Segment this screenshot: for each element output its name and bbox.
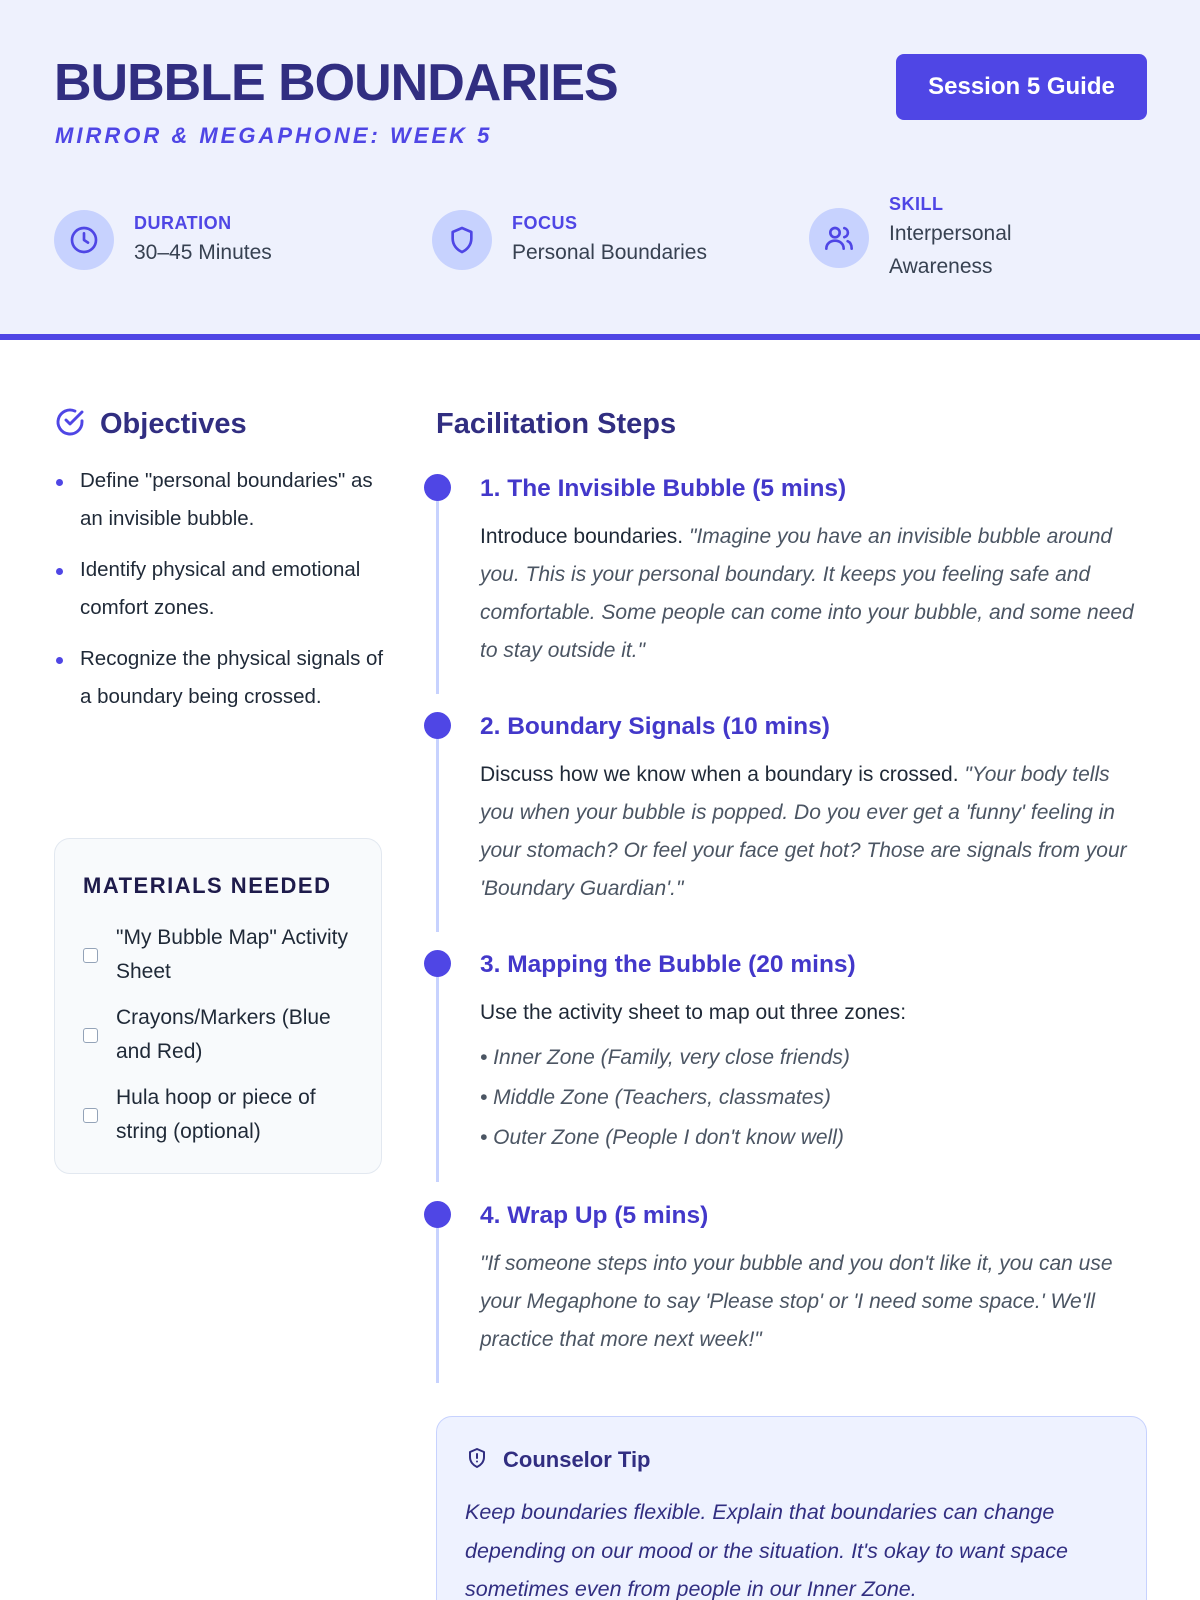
counselor-tip-card (436, 1416, 1147, 1600)
step-body (480, 518, 1140, 670)
material-label: Hula hoop or piece of string (optional) (116, 1086, 316, 1143)
zones-list (480, 1038, 1140, 1158)
clock-icon (54, 210, 114, 270)
header (0, 0, 1200, 340)
material-label: Crayons/Markers (Blue and Red) (116, 1006, 331, 1063)
zone-item: • Middle Zone (Teachers, classmates) (480, 1086, 831, 1109)
step-body (480, 1245, 1140, 1359)
steps-title: Facilitation Steps (436, 408, 677, 440)
meta-skill (809, 193, 1012, 283)
objectives-title: Objectives (100, 408, 247, 440)
users-icon (809, 208, 869, 268)
objectives-heading (54, 404, 247, 444)
timeline-line (436, 972, 439, 1182)
materials-card (54, 838, 382, 1174)
timeline-line (436, 1223, 439, 1383)
shield-icon (432, 210, 492, 270)
step-text: Introduce boundaries. (480, 525, 684, 548)
step-text: Discuss how we know when a boundary is crossed. (480, 763, 959, 786)
step-quote: "If someone steps into your bubble and you don't like it, you can use your Megaphone to say 'Please stop' or 'I need some space.' We'll practice that more next week!" (480, 1252, 1113, 1351)
timeline-line (436, 734, 439, 932)
page-title: BUBBLE BOUNDARIES (54, 54, 618, 112)
meta-value: Personal Boundaries (512, 240, 707, 264)
zone-item: • Outer Zone (People I don't know well) (480, 1126, 844, 1149)
meta-value-line: Interpersonal (889, 222, 1012, 245)
step-title: 1. The Invisible Bubble (5 mins) (480, 475, 847, 502)
meta-focus (432, 210, 707, 270)
step-text: Use the activity sheet to map out three zones: (480, 1001, 907, 1024)
list-item: Define "personal boundaries" as an invisible bubble. (54, 462, 384, 538)
material-item[interactable] (83, 1081, 363, 1149)
meta-label: DURATION (134, 212, 232, 233)
step-title: 3. Mapping the Bubble (20 mins) (480, 951, 856, 978)
step-quote: "Imagine you have an invisible bubble around you. This is your personal boundary. It keeps you feeling safe and comfortable. Some people can come into your bubble, and some need to stay outside it." (480, 525, 1134, 662)
timeline-dot (424, 474, 451, 501)
session-guide-button[interactable]: Session 5 Guide (896, 54, 1147, 120)
timeline-line (436, 496, 439, 694)
meta-value: 30–45 Minutes (134, 240, 272, 264)
material-checkbox[interactable] (83, 1028, 98, 1043)
step-body (480, 756, 1140, 908)
check-circle-icon (54, 406, 86, 443)
tip-title: Counselor Tip (503, 1447, 651, 1472)
tip-heading (465, 1445, 651, 1475)
material-label: "My Bubble Map" Activity Sheet (116, 926, 348, 983)
step-body (480, 994, 1140, 1158)
list-item: Recognize the physical signals of a boundary being crossed. (54, 640, 384, 716)
meta-label: FOCUS (512, 212, 578, 233)
timeline-dot (424, 950, 451, 977)
material-item[interactable] (83, 921, 363, 989)
step-title: 4. Wrap Up (5 mins) (480, 1202, 709, 1229)
shield-alert-icon (465, 1446, 489, 1475)
meta-duration (54, 210, 272, 270)
meta-value-line: Awareness (889, 255, 993, 278)
material-item[interactable] (83, 1001, 363, 1069)
objectives-list (54, 462, 384, 729)
meta-value (889, 217, 1012, 283)
material-checkbox[interactable] (83, 948, 98, 963)
timeline-dot (424, 712, 451, 739)
list-item: Identify physical and emotional comfort zones. (54, 551, 384, 627)
step-title: 2. Boundary Signals (10 mins) (480, 713, 830, 740)
zone-item: • Inner Zone (Family, very close friends) (480, 1046, 850, 1069)
meta-label: SKILL (889, 194, 944, 214)
step-quote: "Your body tells you when your bubble is popped. Do you ever get a 'funny' feeling in your stomach? Or feel your face get hot? Those are signals from your 'Boundary Guardian'." (480, 763, 1127, 900)
materials-title: MATERIALS NEEDED (83, 873, 332, 898)
timeline-dot (424, 1201, 451, 1228)
page-subtitle: MIRROR & MEGAPHONE: WEEK 5 (55, 123, 493, 148)
tip-body: Keep boundaries flexible. Explain that boundaries can change depending on our mood or the situation. It's okay to want space sometimes even from people in our Inner Zone. (465, 1500, 1068, 1600)
material-checkbox[interactable] (83, 1108, 98, 1123)
